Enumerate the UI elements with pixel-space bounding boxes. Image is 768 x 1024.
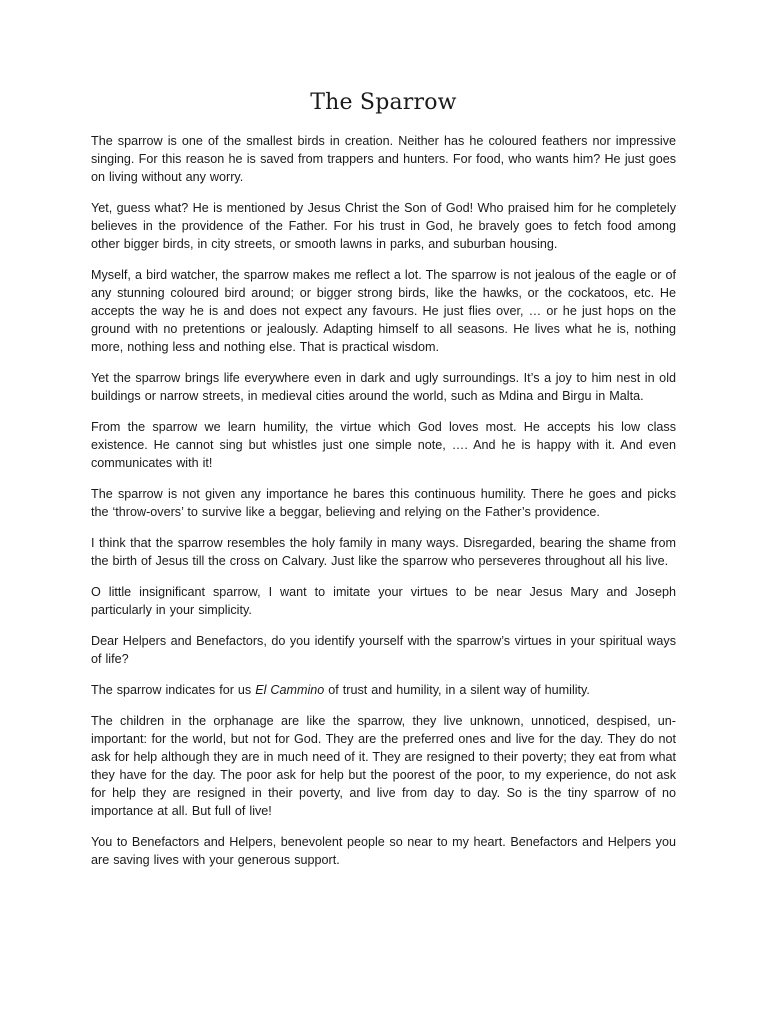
cammino-after: of trust and humility, in a silent way of humility. xyxy=(324,683,590,697)
paragraph-importance: The sparrow is not given any importance he bares this continuous humility. There he goes and picks the ‘throw-overs’ to survive like a beggar, believing and relying on the Father’s providence. xyxy=(91,487,676,519)
paragraph-holy-family: I think that the sparrow resembles the holy family in many ways. Disregarded, bearing the shame from the birth of Jesus till the cross on Calvary. Just like the sparrow who perseveres throughout all his live. xyxy=(91,536,676,568)
paragraph-orphanage: The children in the orphanage are like the sparrow, they live unknown, unnoticed, despised, un-important: for the world, but not for God. They are the preferred ones and live for the day. They do not ask for help although they are in much need of it. They are resigned to their poverty; they eat from what they have for the day. The poor ask for help but the poorest of the poor, to my experience, do not ask for help they are resigned in their poverty, and live from day to day. So is the tiny sparrow of no importance at all. But full of live! xyxy=(91,714,676,818)
paragraph-imitate: O little insignificant sparrow, I want to imitate your virtues to be near Jesus Mary and Joseph particularly in your simplicity. xyxy=(91,585,676,617)
paragraph-el-cammino xyxy=(91,681,676,699)
cammino-emphasis: El Cammino xyxy=(255,683,325,697)
paragraph-humility: From the sparrow we learn humility, the virtue which God loves most. He accepts his low class existence. He cannot sing but whistles just one simple note, …. And he is happy with it. And even communicates with it! xyxy=(91,420,676,470)
document-title: The Sparrow xyxy=(310,90,457,115)
document-page xyxy=(91,86,676,869)
cammino-before: The sparrow indicates for us xyxy=(91,683,256,697)
paragraph-brings-life: Yet the sparrow brings life everywhere even in dark and ugly surroundings. It’s a joy to him nest in old buildings or narrow streets, in medieval cities around the world, such as Mdina and Birgu in Malta. xyxy=(91,371,676,403)
paragraph-helpers-question: Dear Helpers and Benefactors, do you identify yourself with the sparrow’s virtues in your spiritual ways of life? xyxy=(91,634,676,666)
paragraph-jesus-mention: Yet, guess what? He is mentioned by Jesus Christ the Son of God! Who praised him for he completely believes in the providence of the Father. For his trust in God, he bravely goes to fetch food among other bigger birds, in city streets, or smooth lawns in parks, and suburban housing. xyxy=(91,201,676,251)
paragraph-benefactors: You to Benefactors and Helpers, benevolent people so near to my heart. Benefactors and Helpers you are saving lives with your generous support. xyxy=(91,835,676,867)
paragraph-bird-watcher: Myself, a bird watcher, the sparrow makes me reflect a lot. The sparrow is not jealous of the eagle or of any stunning coloured bird around; or bigger strong birds, like the hawks, or the cockatoos, etc. He accepts the way he is and does not expect any favours. He just flies over, … or he just hops on the ground with no pretentions or jealously. Adapting himself to all seasons. He lives what he is, nothing more, nothing less and nothing else. That is practical wisdom. xyxy=(91,268,676,354)
paragraph-intro: The sparrow is one of the smallest birds in creation. Neither has he coloured feathers nor impressive singing. For this reason he is saved from trappers and hunters. For food, who wants him? He just goes on living without any worry. xyxy=(91,134,676,184)
